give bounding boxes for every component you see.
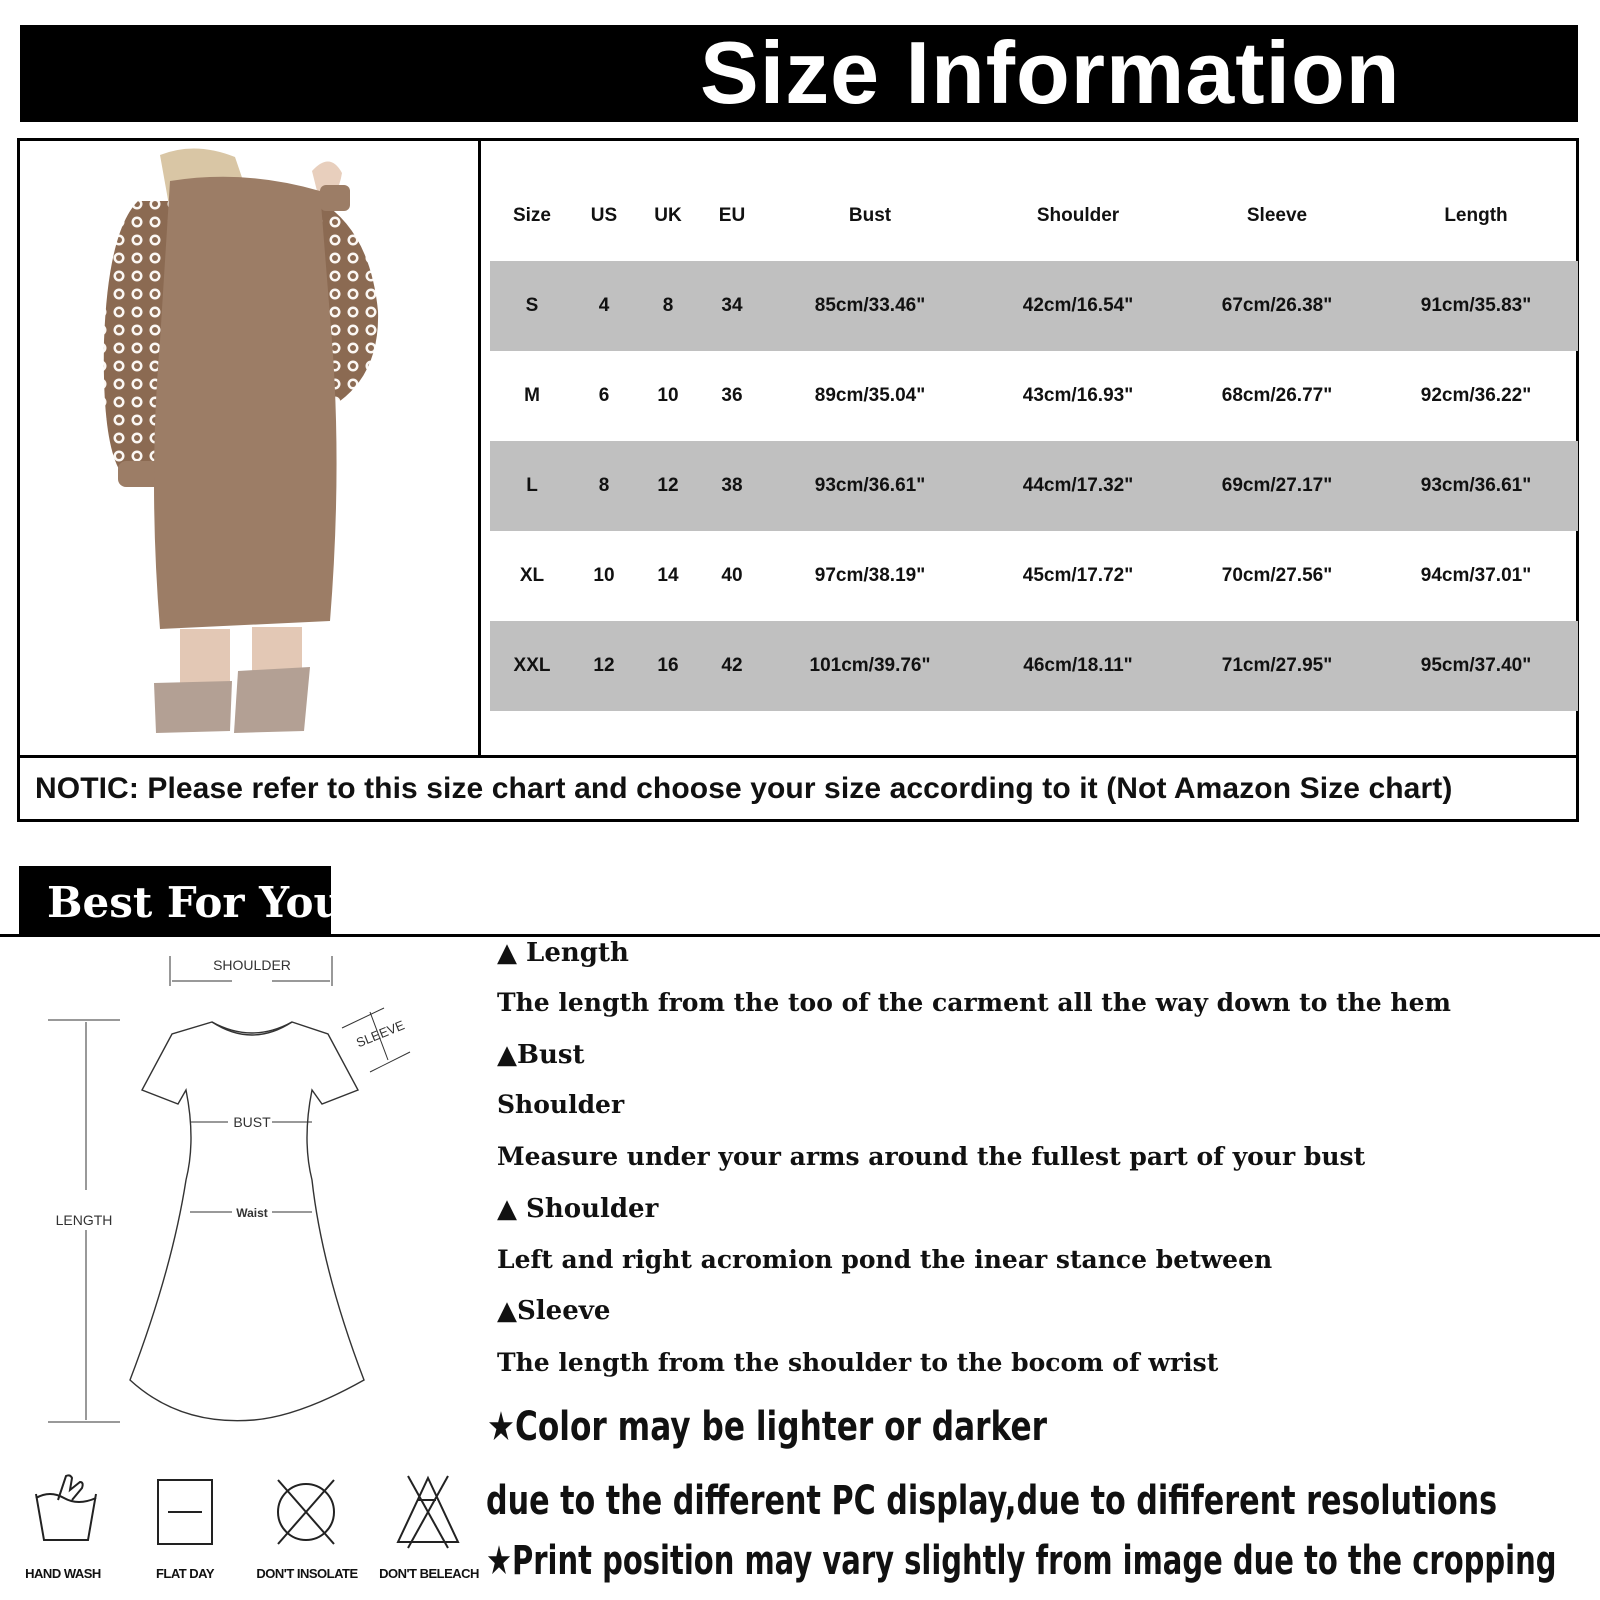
- cell-eu: 42: [721, 655, 743, 676]
- measurement-diagram: [0, 940, 480, 1460]
- cell-us: 6: [598, 385, 610, 406]
- do-not-bleach-label: DON'T BELEACH: [379, 1566, 479, 1581]
- shoulder-label: SHOULDER: [213, 957, 291, 973]
- dress-outline-diagram: [0, 940, 480, 1460]
- cell-size: M: [524, 385, 540, 406]
- cell-eu: 40: [721, 565, 743, 586]
- header-length: Length: [1444, 205, 1508, 226]
- guide-shoulder-desc: Left and right acromion pond the inear stance between: [497, 1245, 1273, 1274]
- waist-label: Waist: [236, 1206, 268, 1220]
- header-eu: EU: [718, 205, 746, 226]
- cell-eu: 36: [721, 385, 743, 406]
- cell-shoulder: 45cm/17.72": [1022, 565, 1134, 586]
- cell-us: 4: [598, 295, 610, 316]
- cell-us: 10: [593, 565, 615, 586]
- cell-shoulder: 43cm/16.93": [1022, 385, 1134, 406]
- table-row: [490, 351, 1578, 441]
- guide-length-desc: The length from the too of the carment all the way down to the hem: [497, 988, 1451, 1017]
- table-row: [490, 441, 1578, 531]
- cell-sleeve: 70cm/27.56": [1221, 565, 1333, 586]
- best-for-you-tab: [19, 866, 345, 936]
- table-row: [490, 621, 1578, 711]
- table-row: [490, 261, 1578, 351]
- bust-label: BUST: [233, 1114, 271, 1130]
- header-bust: Bust: [848, 205, 892, 226]
- cell-uk: 12: [657, 475, 679, 496]
- table-header-row: [490, 171, 1578, 261]
- guide-bust-heading: ▲Bust: [497, 1040, 585, 1070]
- guide-shoulder-heading: ▲ Shoulder: [497, 1194, 659, 1224]
- note-display: due to the different PC display,due to dififerent resolutions: [486, 1478, 1498, 1524]
- cell-sleeve: 69cm/27.17": [1221, 475, 1333, 496]
- cell-length: 93cm/36.61": [1420, 475, 1532, 496]
- cell-shoulder: 46cm/18.11": [1023, 655, 1133, 676]
- cell-size: L: [526, 475, 538, 496]
- note-print: ★Print position may vary slightly from image due to the cropping: [486, 1538, 1557, 1584]
- hand-wash-label: HAND WASH: [25, 1566, 101, 1581]
- guide-length-heading: ▲ Length: [497, 938, 629, 968]
- best-for-you-title: Best For You: [47, 878, 345, 927]
- header-banner: [20, 25, 1578, 122]
- sleeve-label: SLEEVE: [354, 1017, 407, 1051]
- cell-us: 12: [593, 655, 615, 676]
- length-label: LENGTH: [55, 1212, 113, 1228]
- cell-length: 94cm/37.01": [1420, 565, 1532, 586]
- cell-eu: 34: [721, 295, 743, 316]
- guide-bust-sub: Shoulder: [497, 1090, 625, 1119]
- header-uk: UK: [654, 205, 682, 226]
- cell-length: 91cm/35.83": [1420, 295, 1532, 316]
- header-sleeve: Sleeve: [1246, 205, 1308, 226]
- header-shoulder: Shoulder: [1036, 205, 1120, 226]
- cell-size: XL: [519, 565, 545, 586]
- cell-us: 8: [598, 475, 610, 496]
- product-photo: [20, 141, 481, 755]
- header-size: Size: [512, 205, 552, 226]
- cell-uk: 14: [657, 565, 679, 586]
- cell-uk: 16: [657, 655, 679, 676]
- cell-length: 95cm/37.40": [1420, 655, 1532, 676]
- do-not-insolate-label: DON'T INSOLATE: [256, 1566, 358, 1581]
- cell-bust: 97cm/38.19": [814, 565, 926, 586]
- cell-bust: 101cm/39.76": [809, 655, 931, 676]
- guide-sleeve-desc: The length from the shoulder to the bocom of wrist: [497, 1348, 1219, 1377]
- cell-shoulder: 42cm/16.54": [1022, 295, 1134, 316]
- dress-illustration: [20, 141, 478, 755]
- cell-shoulder: 44cm/17.32": [1022, 475, 1134, 496]
- notice-bar: [20, 755, 1576, 819]
- cell-bust: 85cm/33.46": [814, 295, 926, 316]
- table-row: [490, 531, 1578, 621]
- section-divider: [0, 934, 1600, 937]
- cell-bust: 93cm/36.61": [814, 475, 926, 496]
- header-us: US: [590, 205, 618, 226]
- cell-bust: 89cm/35.04": [814, 385, 926, 406]
- cell-sleeve: 68cm/26.77": [1221, 385, 1333, 406]
- cell-uk: 10: [657, 385, 679, 406]
- guide-sleeve-heading: ▲Sleeve: [497, 1296, 611, 1326]
- note-color: ★Color may be lighter or darker: [487, 1404, 1048, 1450]
- cell-uk: 8: [662, 295, 674, 316]
- page-title: Size Information: [700, 23, 1401, 122]
- flat-dry-label: FLAT DAY: [155, 1566, 215, 1581]
- cell-sleeve: 71cm/27.95": [1221, 655, 1333, 676]
- size-chart-box: [17, 138, 1579, 822]
- cell-eu: 38: [721, 475, 743, 496]
- guide-bust-desc: Measure under your arms around the fullest part of your bust: [497, 1142, 1366, 1171]
- cell-size: XXL: [513, 655, 551, 676]
- cell-sleeve: 67cm/26.38": [1221, 295, 1333, 316]
- cell-size: S: [525, 295, 539, 316]
- cell-length: 92cm/36.22": [1420, 385, 1532, 406]
- notice-text: NOTIC: Please refer to this size chart and choose your size according to it (Not Amazon Size chart): [35, 772, 1453, 805]
